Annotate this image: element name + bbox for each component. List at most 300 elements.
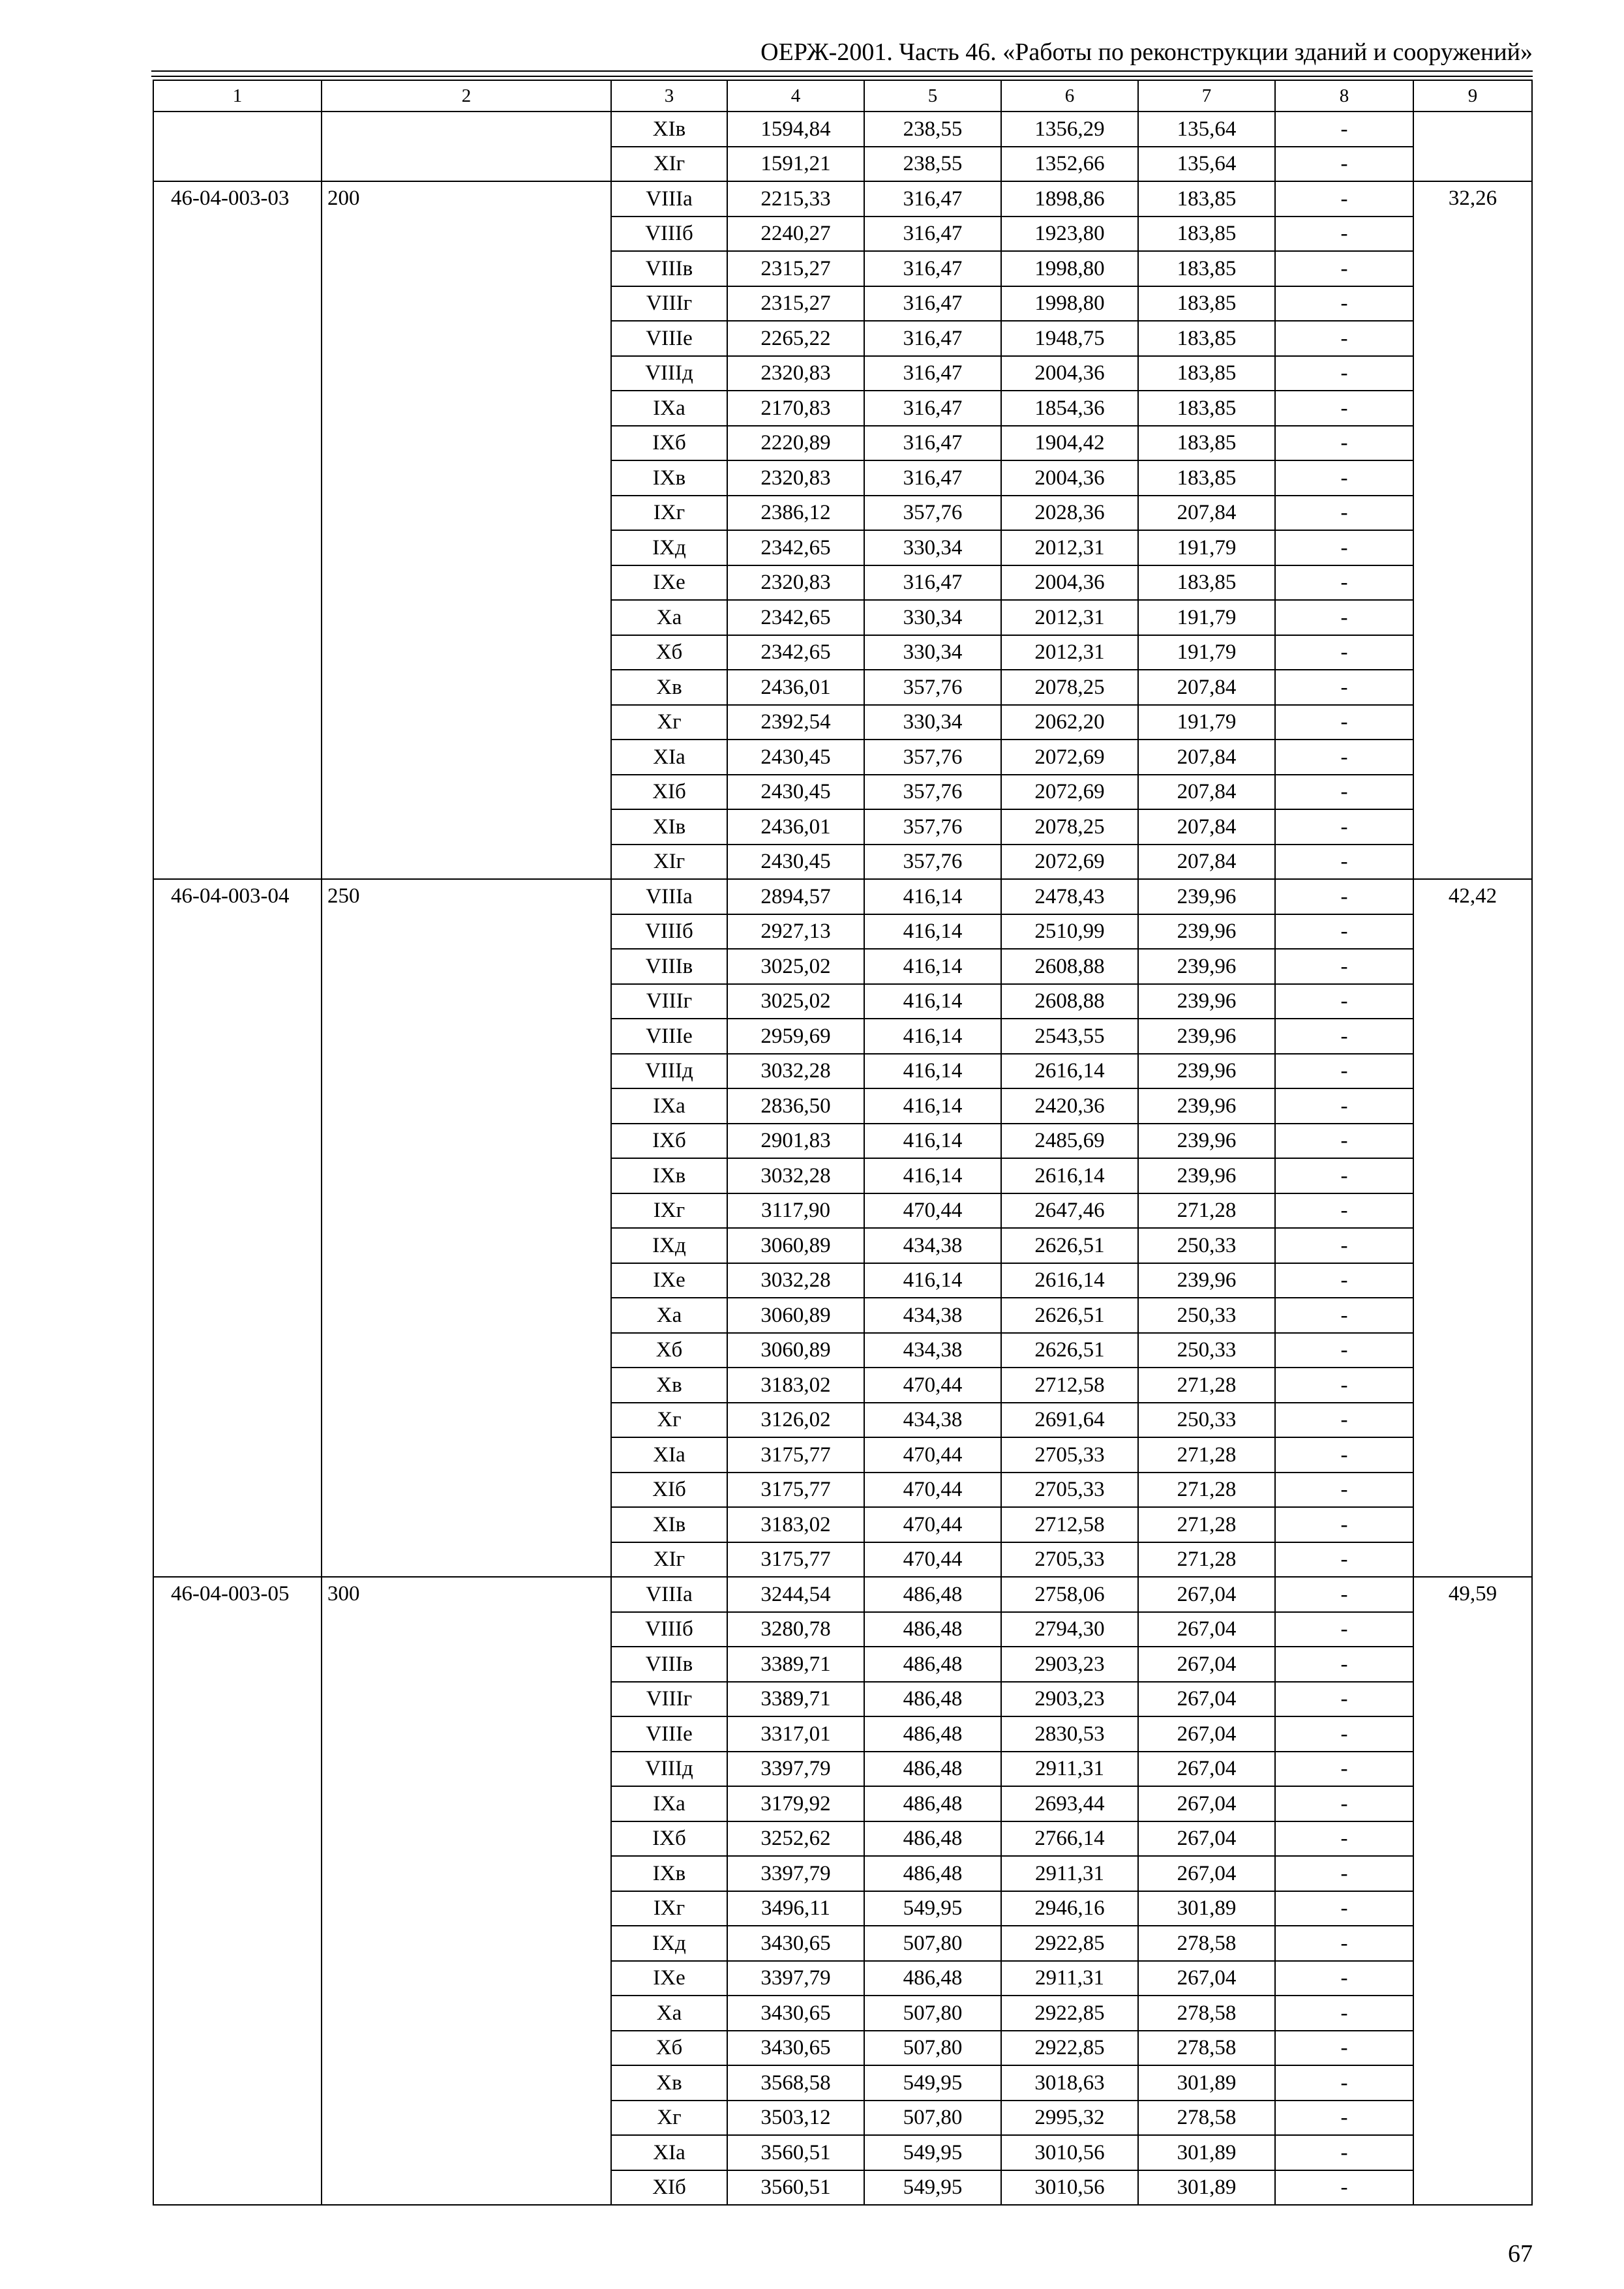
total-cost-cell: 3503,12 [727, 2101, 864, 2136]
materials-cell: - [1275, 1473, 1413, 1508]
materials-cell: - [1275, 530, 1413, 565]
machine-cost-cell: 2766,14 [1001, 1821, 1138, 1857]
machine-cost-cell: 2478,43 [1001, 879, 1138, 914]
materials-cell: - [1275, 217, 1413, 252]
wage-cell: 486,48 [864, 1856, 1001, 1891]
category-cell: IXг [611, 496, 727, 531]
category-cell: VIIIб [611, 914, 727, 950]
machine-cost-cell: 2626,51 [1001, 1298, 1138, 1333]
materials-cell: - [1275, 2065, 1413, 2101]
machine-cost-cell: 2510,99 [1001, 914, 1138, 950]
wage-cell: 470,44 [864, 1542, 1001, 1578]
total-cost-cell: 3496,11 [727, 1891, 864, 1926]
wage-cell: 486,48 [864, 1786, 1001, 1821]
total-cost-cell: 2901,83 [727, 1124, 864, 1159]
category-cell: VIIIа [611, 1577, 727, 1612]
machine-cost-cell: 2608,88 [1001, 949, 1138, 984]
wage-cell: 357,76 [864, 775, 1001, 810]
materials-cell: - [1275, 1786, 1413, 1821]
total-cost-cell: 3389,71 [727, 1647, 864, 1682]
driver-wage-cell: 207,84 [1138, 775, 1275, 810]
materials-cell: - [1275, 1403, 1413, 1438]
labor-cost-cell: 49,59 [1413, 1577, 1532, 2205]
wage-cell: 316,47 [864, 181, 1001, 217]
machine-cost-cell: 2072,69 [1001, 845, 1138, 880]
driver-wage-cell: 267,04 [1138, 1821, 1275, 1857]
category-cell: XIв [611, 112, 727, 147]
materials-cell: - [1275, 1437, 1413, 1473]
driver-wage-cell: 207,84 [1138, 809, 1275, 845]
driver-wage-cell: 183,85 [1138, 460, 1275, 496]
driver-wage-cell: 267,04 [1138, 1961, 1275, 1996]
total-cost-cell: 3126,02 [727, 1403, 864, 1438]
wage-cell: 357,76 [864, 740, 1001, 775]
column-number: 4 [727, 80, 864, 112]
materials-cell: - [1275, 879, 1413, 914]
driver-wage-cell: 250,33 [1138, 1333, 1275, 1368]
machine-cost-cell: 2794,30 [1001, 1612, 1138, 1647]
category-cell: XIб [611, 1473, 727, 1508]
driver-wage-cell: 301,89 [1138, 1891, 1275, 1926]
category-cell: Xг [611, 1403, 727, 1438]
machine-cost-cell: 2004,36 [1001, 460, 1138, 496]
table-row [153, 112, 1532, 147]
machine-cost-cell: 2062,20 [1001, 705, 1138, 740]
materials-cell: - [1275, 2031, 1413, 2066]
wage-cell: 470,44 [864, 1368, 1001, 1403]
materials-cell: - [1275, 1716, 1413, 1752]
norm-code-cell: 46-04-003-04 [153, 879, 322, 1577]
materials-cell: - [1275, 1368, 1413, 1403]
category-cell: VIIIе [611, 1019, 727, 1054]
category-cell: XIа [611, 740, 727, 775]
total-cost-cell: 3179,92 [727, 1786, 864, 1821]
driver-wage-cell: 207,84 [1138, 670, 1275, 705]
total-cost-cell: 3060,89 [727, 1298, 864, 1333]
driver-wage-cell: 271,28 [1138, 1473, 1275, 1508]
machine-cost-cell: 2705,33 [1001, 1542, 1138, 1578]
driver-wage-cell: 239,96 [1138, 879, 1275, 914]
materials-cell: - [1275, 565, 1413, 601]
machine-cost-cell: 2028,36 [1001, 496, 1138, 531]
total-cost-cell: 3430,65 [727, 1996, 864, 2031]
driver-wage-cell: 271,28 [1138, 1507, 1275, 1542]
wage-cell: 357,76 [864, 670, 1001, 705]
category-cell: IXа [611, 1786, 727, 1821]
machine-cost-cell: 3010,56 [1001, 2170, 1138, 2206]
driver-wage-cell: 271,28 [1138, 1437, 1275, 1473]
wage-cell: 549,95 [864, 2170, 1001, 2206]
total-cost-cell: 2430,45 [727, 775, 864, 810]
wage-cell: 416,14 [864, 1019, 1001, 1054]
category-cell: VIIIд [611, 356, 727, 391]
driver-wage-cell: 267,04 [1138, 1752, 1275, 1787]
driver-wage-cell: 183,85 [1138, 426, 1275, 461]
total-cost-cell: 3025,02 [727, 949, 864, 984]
total-cost-cell: 2170,83 [727, 391, 864, 426]
category-cell: XIб [611, 775, 727, 810]
category-cell: Xг [611, 705, 727, 740]
category-cell: IXг [611, 1891, 727, 1926]
wage-cell: 486,48 [864, 1647, 1001, 1682]
total-cost-cell: 1594,84 [727, 112, 864, 147]
machine-cost-cell: 1356,29 [1001, 112, 1138, 147]
machine-cost-cell: 2078,25 [1001, 670, 1138, 705]
wage-cell: 507,80 [864, 2031, 1001, 2066]
materials-cell: - [1275, 635, 1413, 670]
driver-wage-cell: 267,04 [1138, 1786, 1275, 1821]
machine-cost-cell: 2420,36 [1001, 1088, 1138, 1124]
materials-cell: - [1275, 1996, 1413, 2031]
category-cell: IXе [611, 1961, 727, 1996]
materials-cell: - [1275, 2135, 1413, 2170]
category-cell: Xб [611, 2031, 727, 2066]
column-number: 3 [611, 80, 727, 112]
machine-cost-cell: 2693,44 [1001, 1786, 1138, 1821]
total-cost-cell: 3430,65 [727, 1926, 864, 1961]
total-cost-cell: 3317,01 [727, 1716, 864, 1752]
wage-cell: 549,95 [864, 2065, 1001, 2101]
driver-wage-cell: 191,79 [1138, 635, 1275, 670]
total-cost-cell: 3244,54 [727, 1577, 864, 1612]
category-cell: IXа [611, 1088, 727, 1124]
header-rule-bottom [151, 76, 1533, 77]
total-cost-cell: 2836,50 [727, 1088, 864, 1124]
rates-table [153, 80, 1533, 2206]
wage-cell: 486,48 [864, 1752, 1001, 1787]
total-cost-cell: 3280,78 [727, 1612, 864, 1647]
materials-cell: - [1275, 460, 1413, 496]
column-number: 9 [1413, 80, 1532, 112]
machine-cost-cell: 2616,14 [1001, 1263, 1138, 1298]
machine-cost-cell: 2922,85 [1001, 2031, 1138, 2066]
driver-wage-cell: 239,96 [1138, 1019, 1275, 1054]
wage-cell: 238,55 [864, 112, 1001, 147]
machine-cost-cell: 1948,75 [1001, 321, 1138, 356]
total-cost-cell: 3560,51 [727, 2170, 864, 2206]
driver-wage-cell: 278,58 [1138, 2101, 1275, 2136]
materials-cell: - [1275, 181, 1413, 217]
machine-cost-cell: 2903,23 [1001, 1647, 1138, 1682]
machine-cost-cell: 2946,16 [1001, 1891, 1138, 1926]
wage-cell: 416,14 [864, 1158, 1001, 1193]
wage-cell: 316,47 [864, 286, 1001, 322]
category-cell: IXв [611, 460, 727, 496]
category-cell: Xа [611, 1996, 727, 2031]
machine-cost-cell: 2712,58 [1001, 1507, 1138, 1542]
machine-cost-cell: 2911,31 [1001, 1856, 1138, 1891]
category-cell: IXе [611, 565, 727, 601]
machine-cost-cell: 2012,31 [1001, 530, 1138, 565]
machine-cost-cell: 2072,69 [1001, 740, 1138, 775]
column-number: 7 [1138, 80, 1275, 112]
total-cost-cell: 3397,79 [727, 1961, 864, 1996]
total-cost-cell: 3117,90 [727, 1193, 864, 1229]
machine-cost-cell: 1923,80 [1001, 217, 1138, 252]
materials-cell: - [1275, 845, 1413, 880]
machine-cost-cell: 2616,14 [1001, 1158, 1138, 1193]
driver-wage-cell: 271,28 [1138, 1368, 1275, 1403]
wage-cell: 316,47 [864, 391, 1001, 426]
category-cell: XIг [611, 1542, 727, 1578]
column-number: 2 [322, 80, 611, 112]
table-row [153, 1577, 1532, 1612]
category-cell: XIа [611, 2135, 727, 2170]
total-cost-cell: 3060,89 [727, 1228, 864, 1263]
column-number: 1 [153, 80, 322, 112]
wage-cell: 434,38 [864, 1228, 1001, 1263]
wage-cell: 416,14 [864, 1088, 1001, 1124]
category-cell: VIIIб [611, 1612, 727, 1647]
category-cell: VIIIг [611, 286, 727, 322]
wage-cell: 316,47 [864, 321, 1001, 356]
total-cost-cell: 2436,01 [727, 809, 864, 845]
driver-wage-cell: 207,84 [1138, 496, 1275, 531]
materials-cell: - [1275, 1507, 1413, 1542]
driver-wage-cell: 250,33 [1138, 1403, 1275, 1438]
materials-cell: - [1275, 286, 1413, 322]
driver-wage-cell: 278,58 [1138, 2031, 1275, 2066]
norm-code-cell: 46-04-003-05 [153, 1577, 322, 2205]
wage-cell: 434,38 [864, 1403, 1001, 1438]
total-cost-cell: 3183,02 [727, 1368, 864, 1403]
column-number: 5 [864, 80, 1001, 112]
materials-cell: - [1275, 1019, 1413, 1054]
category-cell: XIг [611, 845, 727, 880]
wage-cell: 316,47 [864, 356, 1001, 391]
total-cost-cell: 2430,45 [727, 845, 864, 880]
driver-wage-cell: 267,04 [1138, 1682, 1275, 1717]
driver-wage-cell: 191,79 [1138, 705, 1275, 740]
materials-cell: - [1275, 1856, 1413, 1891]
driver-wage-cell: 183,85 [1138, 565, 1275, 601]
wage-cell: 486,48 [864, 1577, 1001, 1612]
materials-cell: - [1275, 740, 1413, 775]
machine-cost-cell: 2758,06 [1001, 1577, 1138, 1612]
machine-cost-cell: 2543,55 [1001, 1019, 1138, 1054]
machine-cost-cell: 1998,80 [1001, 286, 1138, 322]
total-cost-cell: 3397,79 [727, 1752, 864, 1787]
driver-wage-cell: 239,96 [1138, 1124, 1275, 1159]
total-cost-cell: 2894,57 [727, 879, 864, 914]
category-cell: IXв [611, 1158, 727, 1193]
driver-wage-cell: 207,84 [1138, 740, 1275, 775]
materials-cell: - [1275, 705, 1413, 740]
category-cell: VIIIг [611, 984, 727, 1019]
norm-code-cell [153, 112, 322, 181]
driver-wage-cell: 183,85 [1138, 321, 1275, 356]
materials-cell: - [1275, 1577, 1413, 1612]
machine-cost-cell: 2012,31 [1001, 635, 1138, 670]
driver-wage-cell: 191,79 [1138, 530, 1275, 565]
machine-cost-cell: 2830,53 [1001, 1716, 1138, 1752]
materials-cell: - [1275, 914, 1413, 950]
wage-cell: 330,34 [864, 600, 1001, 635]
materials-cell: - [1275, 1124, 1413, 1159]
machine-cost-cell: 2705,33 [1001, 1437, 1138, 1473]
driver-wage-cell: 183,85 [1138, 286, 1275, 322]
total-cost-cell: 1591,21 [727, 147, 864, 182]
driver-wage-cell: 250,33 [1138, 1298, 1275, 1333]
category-cell: VIIIе [611, 1716, 727, 1752]
driver-wage-cell: 301,89 [1138, 2135, 1275, 2170]
category-cell: VIIIв [611, 251, 727, 286]
category-cell: XIв [611, 1507, 727, 1542]
category-cell: VIIIв [611, 1647, 727, 1682]
category-cell: IXб [611, 426, 727, 461]
materials-cell: - [1275, 321, 1413, 356]
machine-cost-cell: 2078,25 [1001, 809, 1138, 845]
wage-cell: 470,44 [864, 1473, 1001, 1508]
category-cell: VIIIд [611, 1752, 727, 1787]
wage-cell: 486,48 [864, 1821, 1001, 1857]
category-cell: XIв [611, 809, 727, 845]
category-cell: VIIIб [611, 217, 727, 252]
materials-cell: - [1275, 1298, 1413, 1333]
total-cost-cell: 2320,83 [727, 565, 864, 601]
materials-cell: - [1275, 112, 1413, 147]
size-cell: 250 [322, 879, 611, 1577]
total-cost-cell: 2240,27 [727, 217, 864, 252]
driver-wage-cell: 278,58 [1138, 1996, 1275, 2031]
materials-cell: - [1275, 426, 1413, 461]
machine-cost-cell: 2626,51 [1001, 1228, 1138, 1263]
driver-wage-cell: 267,04 [1138, 1577, 1275, 1612]
machine-cost-cell: 2647,46 [1001, 1193, 1138, 1229]
wage-cell: 486,48 [864, 1612, 1001, 1647]
wage-cell: 486,48 [864, 1682, 1001, 1717]
category-cell: Xв [611, 2065, 727, 2101]
total-cost-cell: 2220,89 [727, 426, 864, 461]
total-cost-cell: 2315,27 [727, 251, 864, 286]
driver-wage-cell: 183,85 [1138, 356, 1275, 391]
materials-cell: - [1275, 356, 1413, 391]
materials-cell: - [1275, 2170, 1413, 2206]
materials-cell: - [1275, 2101, 1413, 2136]
size-cell [322, 112, 611, 181]
table-row [153, 879, 1532, 914]
category-cell: VIIIе [611, 321, 727, 356]
materials-cell: - [1275, 1926, 1413, 1961]
materials-cell: - [1275, 1821, 1413, 1857]
total-cost-cell: 2315,27 [727, 286, 864, 322]
materials-cell: - [1275, 1542, 1413, 1578]
driver-wage-cell: 278,58 [1138, 1926, 1275, 1961]
driver-wage-cell: 183,85 [1138, 217, 1275, 252]
materials-cell: - [1275, 1752, 1413, 1787]
wage-cell: 416,14 [864, 914, 1001, 950]
machine-cost-cell: 2012,31 [1001, 600, 1138, 635]
wage-cell: 357,76 [864, 845, 1001, 880]
wage-cell: 316,47 [864, 217, 1001, 252]
materials-cell: - [1275, 670, 1413, 705]
total-cost-cell: 3252,62 [727, 1821, 864, 1857]
driver-wage-cell: 183,85 [1138, 391, 1275, 426]
materials-cell: - [1275, 1647, 1413, 1682]
wage-cell: 316,47 [864, 426, 1001, 461]
driver-wage-cell: 267,04 [1138, 1612, 1275, 1647]
wage-cell: 330,34 [864, 705, 1001, 740]
driver-wage-cell: 239,96 [1138, 984, 1275, 1019]
machine-cost-cell: 3018,63 [1001, 2065, 1138, 2101]
rates-table-body [153, 80, 1532, 2205]
wage-cell: 470,44 [864, 1437, 1001, 1473]
total-cost-cell: 2320,83 [727, 356, 864, 391]
materials-cell: - [1275, 1333, 1413, 1368]
driver-wage-cell: 271,28 [1138, 1193, 1275, 1229]
wage-cell: 238,55 [864, 147, 1001, 182]
materials-cell: - [1275, 1193, 1413, 1229]
driver-wage-cell: 301,89 [1138, 2170, 1275, 2206]
category-cell: Xа [611, 600, 727, 635]
category-cell: VIIIг [611, 1682, 727, 1717]
category-cell: Xб [611, 635, 727, 670]
total-cost-cell: 2959,69 [727, 1019, 864, 1054]
driver-wage-cell: 239,96 [1138, 1054, 1275, 1089]
wage-cell: 486,48 [864, 1716, 1001, 1752]
driver-wage-cell: 239,96 [1138, 1088, 1275, 1124]
total-cost-cell: 3397,79 [727, 1856, 864, 1891]
machine-cost-cell: 2995,32 [1001, 2101, 1138, 2136]
driver-wage-cell: 183,85 [1138, 251, 1275, 286]
materials-cell: - [1275, 775, 1413, 810]
machine-cost-cell: 1352,66 [1001, 147, 1138, 182]
table-row [153, 181, 1532, 217]
total-cost-cell: 2386,12 [727, 496, 864, 531]
total-cost-cell: 3560,51 [727, 2135, 864, 2170]
driver-wage-cell: 250,33 [1138, 1228, 1275, 1263]
category-cell: Xг [611, 2101, 727, 2136]
machine-cost-cell: 2705,33 [1001, 1473, 1138, 1508]
materials-cell: - [1275, 1961, 1413, 1996]
wage-cell: 316,47 [864, 565, 1001, 601]
driver-wage-cell: 135,64 [1138, 112, 1275, 147]
materials-cell: - [1275, 1682, 1413, 1717]
wage-cell: 357,76 [864, 809, 1001, 845]
wage-cell: 416,14 [864, 949, 1001, 984]
category-cell: Xб [611, 1333, 727, 1368]
total-cost-cell: 2215,33 [727, 181, 864, 217]
category-cell: IXв [611, 1856, 727, 1891]
category-cell: IXе [611, 1263, 727, 1298]
materials-cell: - [1275, 600, 1413, 635]
machine-cost-cell: 2616,14 [1001, 1054, 1138, 1089]
wage-cell: 549,95 [864, 2135, 1001, 2170]
category-cell: VIIIв [611, 949, 727, 984]
category-cell: Xв [611, 1368, 727, 1403]
wage-cell: 549,95 [864, 1891, 1001, 1926]
column-number: 8 [1275, 80, 1413, 112]
machine-cost-cell: 2922,85 [1001, 1926, 1138, 1961]
materials-cell: - [1275, 1054, 1413, 1089]
total-cost-cell: 3568,58 [727, 2065, 864, 2101]
materials-cell: - [1275, 391, 1413, 426]
machine-cost-cell: 2072,69 [1001, 775, 1138, 810]
total-cost-cell: 3025,02 [727, 984, 864, 1019]
wage-cell: 316,47 [864, 460, 1001, 496]
machine-cost-cell: 2922,85 [1001, 1996, 1138, 2031]
category-cell: XIа [611, 1437, 727, 1473]
header-rule-top [151, 70, 1533, 72]
size-cell: 200 [322, 181, 611, 879]
materials-cell: - [1275, 496, 1413, 531]
materials-cell: - [1275, 984, 1413, 1019]
total-cost-cell: 2265,22 [727, 321, 864, 356]
wage-cell: 357,76 [864, 496, 1001, 531]
total-cost-cell: 2392,54 [727, 705, 864, 740]
category-cell: IXа [611, 391, 727, 426]
machine-cost-cell: 1904,42 [1001, 426, 1138, 461]
